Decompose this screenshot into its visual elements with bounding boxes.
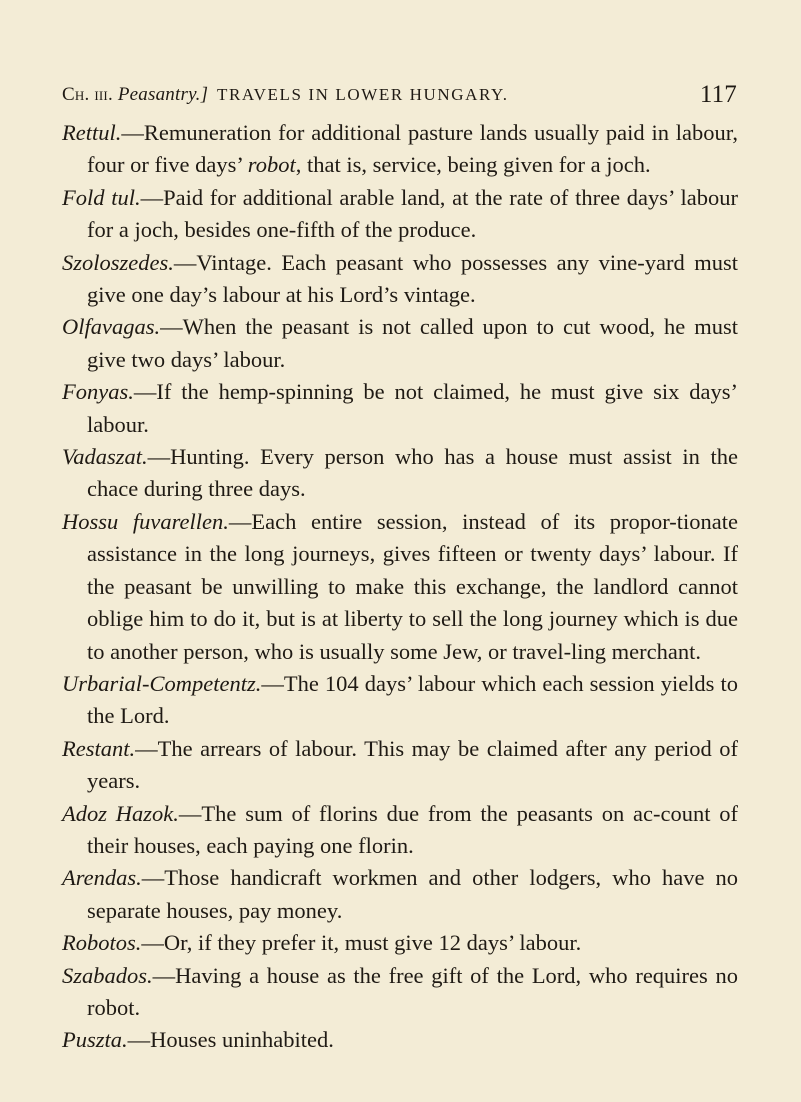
glossary-term: Szoloszedes.: [62, 249, 174, 275]
running-head-title: TRAVELS IN LOWER HUNGARY.: [217, 85, 509, 104]
chapter-label: Ch. iii.: [62, 84, 113, 105]
glossary-entry: [62, 182, 738, 247]
running-head: [62, 81, 737, 112]
glossary-term: Fonyas.: [62, 379, 134, 405]
glossary-entry: [62, 862, 738, 927]
glossary-definition: —Remuneration for additional pasture lands usually paid in labour, four or five days’: [87, 120, 738, 178]
glossary-definition-cont: , that is, service, being given for a joch.: [295, 152, 651, 178]
glossary-definition: —Paid for additional arable land, at the rate of three days’ labour for a joch, besides one-fifth of the produce.: [87, 184, 738, 243]
glossary-entry: [62, 376, 738, 441]
glossary-definition: —Those handicraft workmen and other lodgers, who have no separate houses, pay money.: [87, 865, 738, 923]
glossary-definition: —Hunting. Every person who has a house must assist in the chace during three days.: [87, 444, 738, 502]
glossary-term: Restant.: [62, 735, 136, 761]
page-number: 117: [699, 81, 737, 108]
glossary-entry: [62, 1024, 738, 1056]
glossary-term: Robotos.: [62, 930, 142, 956]
glossary-term: Arendas.: [62, 865, 142, 891]
glossary-emphasis: robot: [247, 152, 296, 178]
glossary-term: Fold tul.: [62, 184, 141, 210]
glossary-term: Olfavagas.: [62, 314, 161, 340]
glossary-entry: [62, 247, 738, 312]
glossary-entry: [62, 927, 738, 959]
glossary-term: Adoz Hazok.: [62, 800, 179, 826]
glossary-term: Urbarial-Competentz.: [62, 670, 262, 696]
glossary-entry: [62, 441, 738, 506]
glossary-definition: —Having a house as the free gift of the Lord, who requires no robot.: [87, 962, 738, 1020]
glossary-entry: [62, 733, 738, 798]
section-label: Peasantry.]: [117, 84, 209, 105]
glossary-entry: [62, 506, 738, 668]
running-head-chapter: [62, 84, 208, 106]
glossary-term: Rettul.: [62, 120, 122, 145]
glossary-definition: —When the peasant is not called upon to cut wood, he must give two days’ labour.: [87, 314, 738, 372]
glossary-term: Vadaszat.: [62, 444, 148, 470]
glossary-definition: —Or, if they prefer it, must give 12 days’ labour.: [141, 930, 582, 956]
glossary-term: Hossu fuvarellen.: [62, 508, 229, 534]
glossary-definition: —The 104 days’ labour which each session yields to the Lord.: [87, 670, 738, 729]
glossary-entry: [62, 668, 738, 733]
glossary-entry: [62, 117, 738, 182]
glossary-entry: [62, 960, 738, 1025]
glossary-definition: —Each entire session, instead of its propor-tionate assistance in the long journeys, gives fifteen or twenty days’ labour. If the peasant be unwilling to make this exchange, the landlord cannot oblige him to do it, but is at liberty to sell the long journey which is due to another person, who is usually some Jew, or travel-ling merchant.: [87, 508, 738, 664]
glossary-term: Puszta.: [62, 1027, 128, 1053]
glossary-entry: [62, 311, 738, 376]
glossary-definition: —The sum of florins due from the peasants on ac-count of their houses, each paying one florin.: [87, 800, 738, 858]
glossary-definition: —Vintage. Each peasant who possesses any vine-yard must give one day’s labour at his Lord’s vintage.: [87, 249, 738, 308]
glossary-entries: [62, 117, 738, 1057]
glossary-term: Szabados.: [62, 962, 153, 988]
glossary-definition: —Houses uninhabited.: [127, 1027, 334, 1053]
glossary-entry: [62, 798, 738, 863]
glossary-definition: —The arrears of labour. This may be claimed after any period of years.: [87, 735, 738, 794]
glossary-definition: —If the hemp-spinning be not claimed, he must give six days’ labour.: [87, 379, 738, 437]
